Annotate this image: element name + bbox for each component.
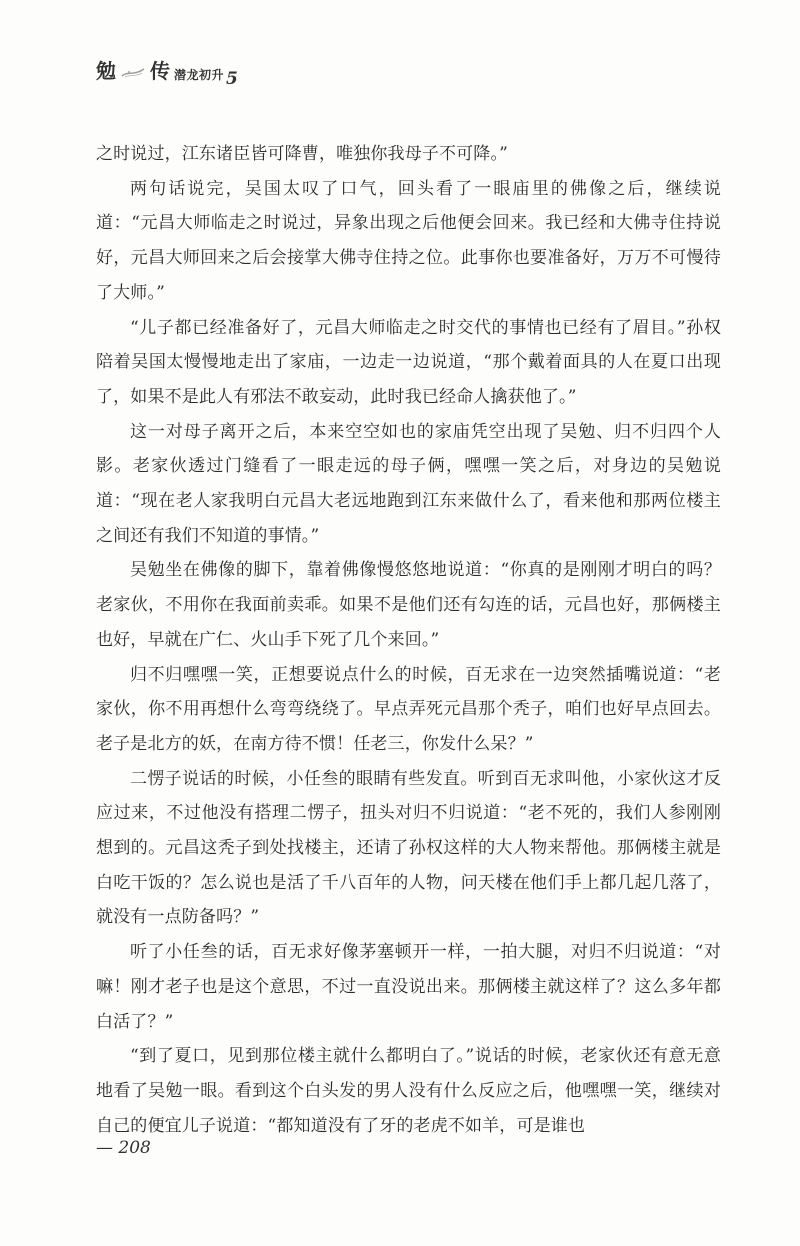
subtitle-box [174,64,238,89]
paragraph: 二愣子说话的时候，小任叁的眼睛有些发直。听到百无求叫他，小家伙这才反应过来，不过他没有搭理二愣子，扭头对归不归说道：“老不死的，我们人参刚刚想到的。元昌这秃子到处找楼主，还请了孙权这样的大人物来帮他。那俩楼主就是白吃干饭的？怎么说也是活了千八百年的人物，问天楼在他们手上都几起几落了，就没有一点防备吗？” [96,768,721,928]
page-body [96,137,721,1143]
brush-ornament-icon [120,64,146,80]
book-title [96,59,238,89]
title-char-1: 勉 [96,59,116,83]
paragraph: “到了夏口，见到那位楼主就什么都明白了。”说话的时候，老家伙还有意无意地看了吴勉一眼。看到这个白头发的男人没有什么反应之后，他嘿嘿一笑，继续对自己的便宜儿子说道：“都知道没有了牙的老虎不如羊，可是谁也 [96,1046,721,1136]
running-header [96,52,736,112]
volume-number: 5 [226,69,238,89]
paragraph: 吴勉坐在佛像的脚下，靠着佛像慢悠悠地说道：“你真的是刚刚才明白的吗？老家伙，不用你在我面前卖乖。如果不是他们还有勾连的话，元昌也好，那俩楼主也好，早就在广仁、火山手下死了几个来回。” [96,560,721,650]
paragraph: 两句话说完，吴国太叹了口气，回头看了一眼庙里的佛像之后，继续说道：“元昌大师临走之时说过，异象出现之后他便会回来。我已经和大佛寺住持说好，元昌大师回来之后会接掌大佛寺住持之位。此事你也要准备好，万万不可慢待了大师。” [96,178,721,303]
title-char-2: 传 [150,59,170,83]
page-number: — 208 [96,1138,151,1158]
paragraph: “儿子都已经准备好了，元昌大师临走之时交代的事情也已经有了眉目。”孙权陪着吴国太慢慢地走出了家庙，一边走一边说道，“那个戴着面具的人在夏口出现了，如果不是此人有邪法不敢妄动，此时我已经命人擒获他了。” [96,317,721,407]
paragraph: 这一对母子离开之后，本来空空如也的家庙凭空出现了吴勉、归不归四个人影。老家伙透过门缝看了一眼走远的母子俩，嘿嘿一笑之后，对身边的吴勉说道：“现在老人家我明白元昌大老远地跑到江东来做什么了，看来他和那两位楼主之间还有我们不知道的事情。” [96,421,721,546]
paragraph-continued: 之时说过，江东诸臣皆可降曹，唯独你我母子不可降。” [96,144,508,164]
volume-subtitle: 潜龙初升 [174,68,225,82]
paragraph: 听了小任叁的话，百无求好像茅塞顿开一样，一拍大腿，对归不归说道：“对嘛！刚才老子也是这个意思，不过一直没说出来。那俩楼主就这样了？这么多年都白活了？” [96,942,721,1032]
paragraph: 归不归嘿嘿一笑，正想要说点什么的时候，百无求在一边突然插嘴说道：“老家伙，你不用再想什么弯弯绕绕了。早点弄死元昌那个秃子，咱们也好早点回去。老子是北方的妖，在南方待不惯！任老三，你发什么呆？” [96,664,721,754]
